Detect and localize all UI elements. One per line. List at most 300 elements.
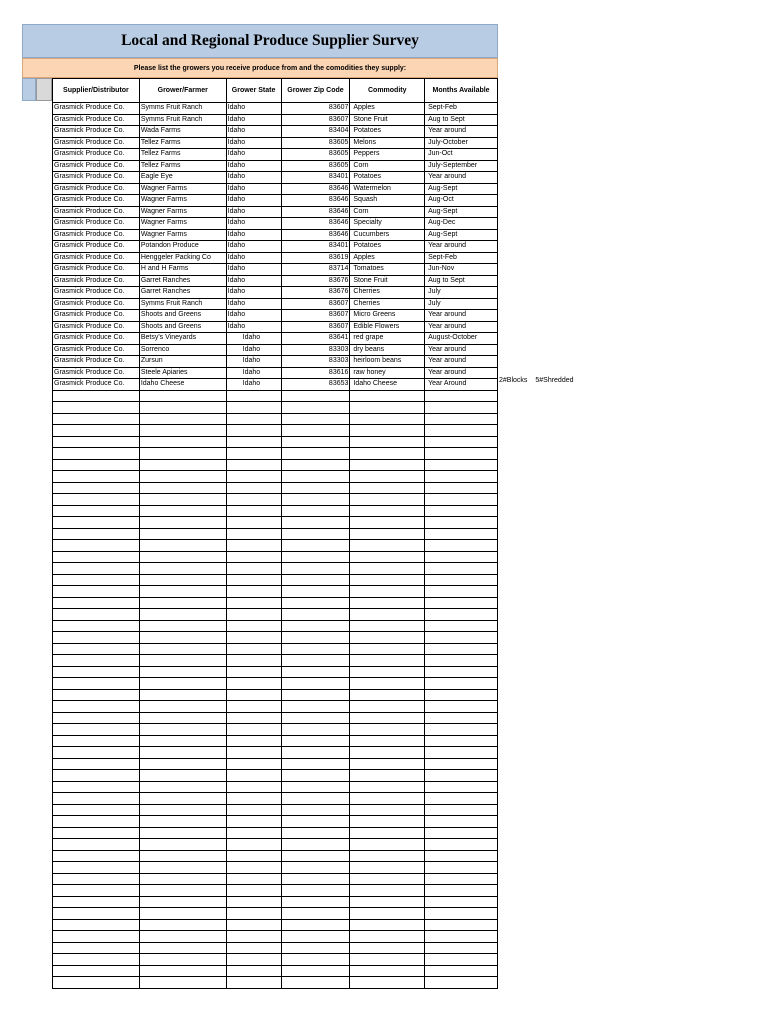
table-cell[interactable] (425, 954, 498, 966)
table-cell[interactable]: H and H Farms (139, 264, 226, 276)
table-cell[interactable] (226, 620, 281, 632)
table-cell[interactable]: Stone Fruit (350, 275, 425, 287)
table-cell[interactable]: Year around (425, 321, 498, 333)
table-cell[interactable] (425, 931, 498, 943)
table-cell[interactable] (425, 413, 498, 425)
table-cell[interactable]: Idaho (226, 103, 281, 115)
table-cell[interactable] (53, 862, 140, 874)
table-cell[interactable]: 83607 (281, 103, 350, 115)
table-cell[interactable] (425, 839, 498, 851)
table-cell[interactable] (226, 540, 281, 552)
table-cell[interactable]: July-September (425, 160, 498, 172)
table-cell[interactable] (281, 724, 350, 736)
table-cell[interactable]: 83605 (281, 137, 350, 149)
table-cell[interactable]: Grasmick Produce Co. (53, 229, 140, 241)
table-cell[interactable]: Year around (425, 310, 498, 322)
table-cell[interactable] (425, 540, 498, 552)
table-cell[interactable] (281, 908, 350, 920)
table-cell[interactable] (139, 758, 226, 770)
table-cell[interactable] (53, 965, 140, 977)
table-cell[interactable]: Idaho (226, 298, 281, 310)
column-header-zip[interactable]: Grower Zip Code (281, 79, 350, 103)
table-cell[interactable]: Grasmick Produce Co. (53, 149, 140, 161)
table-cell[interactable]: Wagner Farms (139, 195, 226, 207)
table-cell[interactable] (281, 701, 350, 713)
table-cell[interactable]: Aug-Dec (425, 218, 498, 230)
table-cell[interactable] (139, 620, 226, 632)
table-cell[interactable] (425, 471, 498, 483)
table-cell[interactable] (425, 586, 498, 598)
table-cell[interactable] (350, 816, 425, 828)
table-cell[interactable] (139, 632, 226, 644)
table-cell[interactable] (139, 781, 226, 793)
table-cell[interactable] (425, 689, 498, 701)
table-cell[interactable]: Aug-Sept (425, 229, 498, 241)
table-cell[interactable] (425, 436, 498, 448)
table-cell[interactable]: Henggeler Packing Co (139, 252, 226, 264)
table-cell[interactable] (350, 908, 425, 920)
table-cell[interactable] (139, 666, 226, 678)
table-cell[interactable] (53, 517, 140, 529)
table-cell[interactable] (281, 632, 350, 644)
table-cell[interactable] (350, 712, 425, 724)
table-cell[interactable] (139, 770, 226, 782)
table-cell[interactable]: Melons (350, 137, 425, 149)
table-cell[interactable] (53, 977, 140, 989)
table-cell[interactable] (350, 655, 425, 667)
table-cell[interactable] (226, 655, 281, 667)
table-cell[interactable] (425, 459, 498, 471)
table-cell[interactable]: Year around (425, 367, 498, 379)
table-cell[interactable] (139, 919, 226, 931)
table-cell[interactable]: Potatoes (350, 241, 425, 253)
table-cell[interactable] (53, 643, 140, 655)
table-cell[interactable] (226, 873, 281, 885)
table-cell[interactable] (226, 505, 281, 517)
table-cell[interactable] (425, 724, 498, 736)
table-cell[interactable] (350, 965, 425, 977)
table-cell[interactable] (53, 436, 140, 448)
table-cell[interactable] (226, 965, 281, 977)
table-cell[interactable] (281, 563, 350, 575)
table-cell[interactable]: Idaho (226, 241, 281, 253)
table-cell[interactable] (350, 632, 425, 644)
table-cell[interactable] (226, 609, 281, 621)
table-cell[interactable]: Idaho (226, 114, 281, 126)
table-cell[interactable]: Idaho (226, 172, 281, 184)
table-cell[interactable]: Apples (350, 103, 425, 115)
table-cell[interactable]: Idaho (226, 321, 281, 333)
table-cell[interactable]: Grasmick Produce Co. (53, 367, 140, 379)
table-cell[interactable] (425, 977, 498, 989)
table-cell[interactable]: 83607 (281, 298, 350, 310)
table-cell[interactable] (139, 839, 226, 851)
table-cell[interactable] (281, 528, 350, 540)
table-cell[interactable] (139, 517, 226, 529)
table-cell[interactable] (139, 793, 226, 805)
table-cell[interactable] (425, 482, 498, 494)
table-cell[interactable]: Idaho (226, 367, 281, 379)
table-cell[interactable]: Stone Fruit (350, 114, 425, 126)
table-cell[interactable]: Grasmick Produce Co. (53, 333, 140, 345)
table-cell[interactable] (53, 793, 140, 805)
table-cell[interactable] (139, 977, 226, 989)
table-cell[interactable] (425, 609, 498, 621)
table-cell[interactable]: Idaho (226, 264, 281, 276)
table-cell[interactable]: 83646 (281, 229, 350, 241)
table-cell[interactable]: Aug to Sept (425, 114, 498, 126)
table-cell[interactable]: 83646 (281, 183, 350, 195)
table-cell[interactable] (53, 620, 140, 632)
table-cell[interactable]: heirloom beans (350, 356, 425, 368)
table-cell[interactable] (281, 873, 350, 885)
table-cell[interactable] (350, 528, 425, 540)
table-cell[interactable] (425, 793, 498, 805)
table-cell[interactable] (425, 402, 498, 414)
table-cell[interactable] (226, 471, 281, 483)
table-cell[interactable] (281, 954, 350, 966)
table-cell[interactable]: Edible Flowers (350, 321, 425, 333)
table-cell[interactable] (350, 839, 425, 851)
table-cell[interactable] (350, 678, 425, 690)
table-cell[interactable] (226, 459, 281, 471)
table-cell[interactable]: 83714 (281, 264, 350, 276)
table-cell[interactable] (139, 425, 226, 437)
table-cell[interactable]: Wagner Farms (139, 218, 226, 230)
table-cell[interactable]: Garret Ranches (139, 287, 226, 299)
table-cell[interactable] (281, 597, 350, 609)
table-cell[interactable] (139, 816, 226, 828)
table-cell[interactable] (281, 735, 350, 747)
table-cell[interactable] (425, 873, 498, 885)
table-cell[interactable] (226, 643, 281, 655)
table-cell[interactable] (281, 896, 350, 908)
table-cell[interactable] (425, 896, 498, 908)
table-cell[interactable] (53, 505, 140, 517)
table-cell[interactable] (53, 528, 140, 540)
table-cell[interactable] (281, 517, 350, 529)
table-cell[interactable] (226, 563, 281, 575)
table-cell[interactable] (350, 873, 425, 885)
table-cell[interactable]: 83676 (281, 275, 350, 287)
table-cell[interactable] (425, 942, 498, 954)
table-cell[interactable] (281, 678, 350, 690)
table-cell[interactable] (350, 402, 425, 414)
table-cell[interactable]: 83607 (281, 114, 350, 126)
table-cell[interactable] (281, 643, 350, 655)
table-cell[interactable]: Idaho Cheese (350, 379, 425, 391)
table-cell[interactable] (350, 471, 425, 483)
table-cell[interactable]: Idaho (226, 126, 281, 138)
table-cell[interactable] (425, 597, 498, 609)
table-cell[interactable] (350, 747, 425, 759)
table-cell[interactable] (139, 505, 226, 517)
table-cell[interactable] (425, 827, 498, 839)
table-cell[interactable] (53, 712, 140, 724)
table-cell[interactable] (281, 471, 350, 483)
table-cell[interactable] (226, 954, 281, 966)
table-cell[interactable]: Idaho (226, 310, 281, 322)
table-cell[interactable] (53, 896, 140, 908)
table-cell[interactable] (226, 770, 281, 782)
table-cell[interactable]: Wagner Farms (139, 206, 226, 218)
table-cell[interactable] (425, 390, 498, 402)
table-cell[interactable]: Corn (350, 206, 425, 218)
table-cell[interactable] (139, 563, 226, 575)
table-cell[interactable] (139, 597, 226, 609)
table-cell[interactable] (139, 908, 226, 920)
table-cell[interactable]: Cherries (350, 287, 425, 299)
table-cell[interactable] (226, 402, 281, 414)
table-cell[interactable]: Wagner Farms (139, 183, 226, 195)
table-cell[interactable]: Eagle Eye (139, 172, 226, 184)
table-cell[interactable]: Jun-Nov (425, 264, 498, 276)
table-cell[interactable] (139, 712, 226, 724)
table-cell[interactable]: red grape (350, 333, 425, 345)
table-cell[interactable] (139, 747, 226, 759)
table-cell[interactable] (139, 413, 226, 425)
table-cell[interactable]: Grasmick Produce Co. (53, 379, 140, 391)
table-cell[interactable] (53, 919, 140, 931)
table-cell[interactable] (350, 482, 425, 494)
table-cell[interactable] (350, 574, 425, 586)
table-cell[interactable] (281, 540, 350, 552)
table-cell[interactable]: Tellez Farms (139, 160, 226, 172)
table-cell[interactable] (425, 747, 498, 759)
table-cell[interactable] (53, 816, 140, 828)
table-cell[interactable] (139, 643, 226, 655)
table-cell[interactable] (350, 540, 425, 552)
table-cell[interactable] (281, 839, 350, 851)
table-cell[interactable] (425, 758, 498, 770)
table-cell[interactable]: Watermelon (350, 183, 425, 195)
table-cell[interactable] (281, 977, 350, 989)
table-cell[interactable] (53, 425, 140, 437)
table-cell[interactable] (226, 482, 281, 494)
table-cell[interactable] (139, 551, 226, 563)
table-cell[interactable]: Year around (425, 126, 498, 138)
table-cell[interactable]: 83605 (281, 149, 350, 161)
table-cell[interactable] (139, 482, 226, 494)
table-cell[interactable] (226, 586, 281, 598)
table-cell[interactable]: 83653 (281, 379, 350, 391)
table-cell[interactable] (53, 747, 140, 759)
table-cell[interactable]: Year Around (425, 379, 498, 391)
table-cell[interactable] (226, 896, 281, 908)
table-cell[interactable] (425, 701, 498, 713)
table-cell[interactable]: Grasmick Produce Co. (53, 137, 140, 149)
table-cell[interactable] (281, 436, 350, 448)
table-cell[interactable]: Year around (425, 356, 498, 368)
table-cell[interactable] (53, 586, 140, 598)
table-cell[interactable] (139, 448, 226, 460)
table-cell[interactable] (53, 839, 140, 851)
table-cell[interactable] (425, 908, 498, 920)
table-cell[interactable] (226, 793, 281, 805)
table-cell[interactable] (350, 689, 425, 701)
table-cell[interactable] (425, 448, 498, 460)
table-cell[interactable] (53, 632, 140, 644)
table-cell[interactable] (425, 816, 498, 828)
table-cell[interactable] (226, 816, 281, 828)
table-cell[interactable] (281, 931, 350, 943)
table-cell[interactable] (350, 609, 425, 621)
table-cell[interactable] (53, 482, 140, 494)
table-cell[interactable] (226, 931, 281, 943)
table-cell[interactable] (425, 517, 498, 529)
table-cell[interactable]: Grasmick Produce Co. (53, 218, 140, 230)
table-cell[interactable] (226, 804, 281, 816)
table-cell[interactable] (281, 609, 350, 621)
table-cell[interactable] (350, 425, 425, 437)
table-cell[interactable]: Symms Fruit Ranch (139, 114, 226, 126)
table-cell[interactable]: dry beans (350, 344, 425, 356)
table-cell[interactable] (226, 551, 281, 563)
table-cell[interactable] (281, 448, 350, 460)
table-cell[interactable] (139, 494, 226, 506)
table-cell[interactable] (350, 620, 425, 632)
table-cell[interactable] (425, 965, 498, 977)
table-cell[interactable] (139, 436, 226, 448)
table-cell[interactable]: Idaho (226, 356, 281, 368)
table-cell[interactable]: August-October (425, 333, 498, 345)
table-cell[interactable] (53, 402, 140, 414)
table-cell[interactable] (281, 666, 350, 678)
table-cell[interactable] (425, 620, 498, 632)
table-cell[interactable] (226, 712, 281, 724)
table-cell[interactable] (350, 827, 425, 839)
table-cell[interactable] (350, 413, 425, 425)
table-cell[interactable] (425, 574, 498, 586)
table-cell[interactable] (139, 586, 226, 598)
table-cell[interactable] (53, 758, 140, 770)
table-cell[interactable] (226, 885, 281, 897)
table-cell[interactable] (350, 494, 425, 506)
table-cell[interactable]: Aug-Sept (425, 183, 498, 195)
table-cell[interactable] (139, 724, 226, 736)
table-cell[interactable] (226, 390, 281, 402)
table-cell[interactable]: Potandon Produce (139, 241, 226, 253)
table-cell[interactable] (350, 505, 425, 517)
table-cell[interactable] (226, 827, 281, 839)
table-cell[interactable] (281, 816, 350, 828)
table-cell[interactable] (53, 908, 140, 920)
table-cell[interactable] (350, 390, 425, 402)
table-cell[interactable] (350, 804, 425, 816)
table-cell[interactable] (281, 942, 350, 954)
table-cell[interactable]: Grasmick Produce Co. (53, 126, 140, 138)
table-cell[interactable] (139, 574, 226, 586)
table-cell[interactable] (226, 678, 281, 690)
table-cell[interactable]: 83607 (281, 321, 350, 333)
table-cell[interactable] (139, 873, 226, 885)
table-cell[interactable] (53, 781, 140, 793)
table-cell[interactable] (53, 770, 140, 782)
table-cell[interactable]: Grasmick Produce Co. (53, 241, 140, 253)
table-cell[interactable] (139, 735, 226, 747)
table-cell[interactable] (281, 919, 350, 931)
table-cell[interactable] (226, 942, 281, 954)
table-cell[interactable]: July-October (425, 137, 498, 149)
table-cell[interactable] (281, 459, 350, 471)
table-cell[interactable] (139, 689, 226, 701)
table-cell[interactable]: Idaho (226, 206, 281, 218)
table-cell[interactable] (281, 862, 350, 874)
table-cell[interactable]: Sept-Feb (425, 103, 498, 115)
table-cell[interactable] (226, 632, 281, 644)
table-cell[interactable] (226, 839, 281, 851)
table-cell[interactable] (53, 931, 140, 943)
table-cell[interactable] (139, 896, 226, 908)
table-cell[interactable]: Idaho (226, 333, 281, 345)
table-cell[interactable] (139, 965, 226, 977)
table-cell[interactable] (53, 827, 140, 839)
table-cell[interactable] (226, 425, 281, 437)
table-cell[interactable] (226, 528, 281, 540)
table-cell[interactable]: Idaho (226, 183, 281, 195)
table-cell[interactable]: Garret Ranches (139, 275, 226, 287)
table-cell[interactable] (425, 862, 498, 874)
table-cell[interactable] (350, 942, 425, 954)
column-header-supplier[interactable]: Supplier/Distributor (53, 79, 140, 103)
table-cell[interactable]: Idaho Cheese (139, 379, 226, 391)
table-cell[interactable]: raw honey (350, 367, 425, 379)
table-cell[interactable] (139, 862, 226, 874)
table-cell[interactable]: Aug-Sept (425, 206, 498, 218)
table-cell[interactable]: Wagner Farms (139, 229, 226, 241)
table-cell[interactable] (350, 931, 425, 943)
table-cell[interactable] (281, 482, 350, 494)
table-cell[interactable]: Grasmick Produce Co. (53, 298, 140, 310)
table-cell[interactable] (281, 586, 350, 598)
table-cell[interactable] (226, 597, 281, 609)
table-cell[interactable] (425, 551, 498, 563)
table-cell[interactable] (226, 413, 281, 425)
table-cell[interactable]: Grasmick Produce Co. (53, 160, 140, 172)
table-cell[interactable]: Squash (350, 195, 425, 207)
table-cell[interactable] (281, 965, 350, 977)
table-cell[interactable]: Aug-Oct (425, 195, 498, 207)
table-cell[interactable] (139, 471, 226, 483)
table-cell[interactable]: Idaho (226, 195, 281, 207)
table-cell[interactable] (226, 701, 281, 713)
table-cell[interactable]: 83401 (281, 172, 350, 184)
table-cell[interactable] (53, 666, 140, 678)
table-cell[interactable]: Cherries (350, 298, 425, 310)
table-cell[interactable]: Idaho (226, 149, 281, 161)
table-cell[interactable]: Symms Fruit Ranch (139, 298, 226, 310)
table-cell[interactable] (226, 436, 281, 448)
table-cell[interactable]: Grasmick Produce Co. (53, 310, 140, 322)
table-cell[interactable]: 83404 (281, 126, 350, 138)
table-cell[interactable]: Betsy's Vineyards (139, 333, 226, 345)
table-cell[interactable] (350, 666, 425, 678)
table-cell[interactable] (350, 448, 425, 460)
table-cell[interactable]: 83641 (281, 333, 350, 345)
table-cell[interactable] (226, 517, 281, 529)
table-cell[interactable] (425, 850, 498, 862)
table-cell[interactable]: Year around (425, 172, 498, 184)
table-cell[interactable] (281, 793, 350, 805)
table-cell[interactable]: Grasmick Produce Co. (53, 344, 140, 356)
table-cell[interactable] (139, 402, 226, 414)
table-cell[interactable]: Potatoes (350, 126, 425, 138)
table-cell[interactable] (226, 574, 281, 586)
table-cell[interactable] (226, 494, 281, 506)
table-cell[interactable] (281, 758, 350, 770)
table-cell[interactable] (53, 597, 140, 609)
table-cell[interactable] (350, 862, 425, 874)
